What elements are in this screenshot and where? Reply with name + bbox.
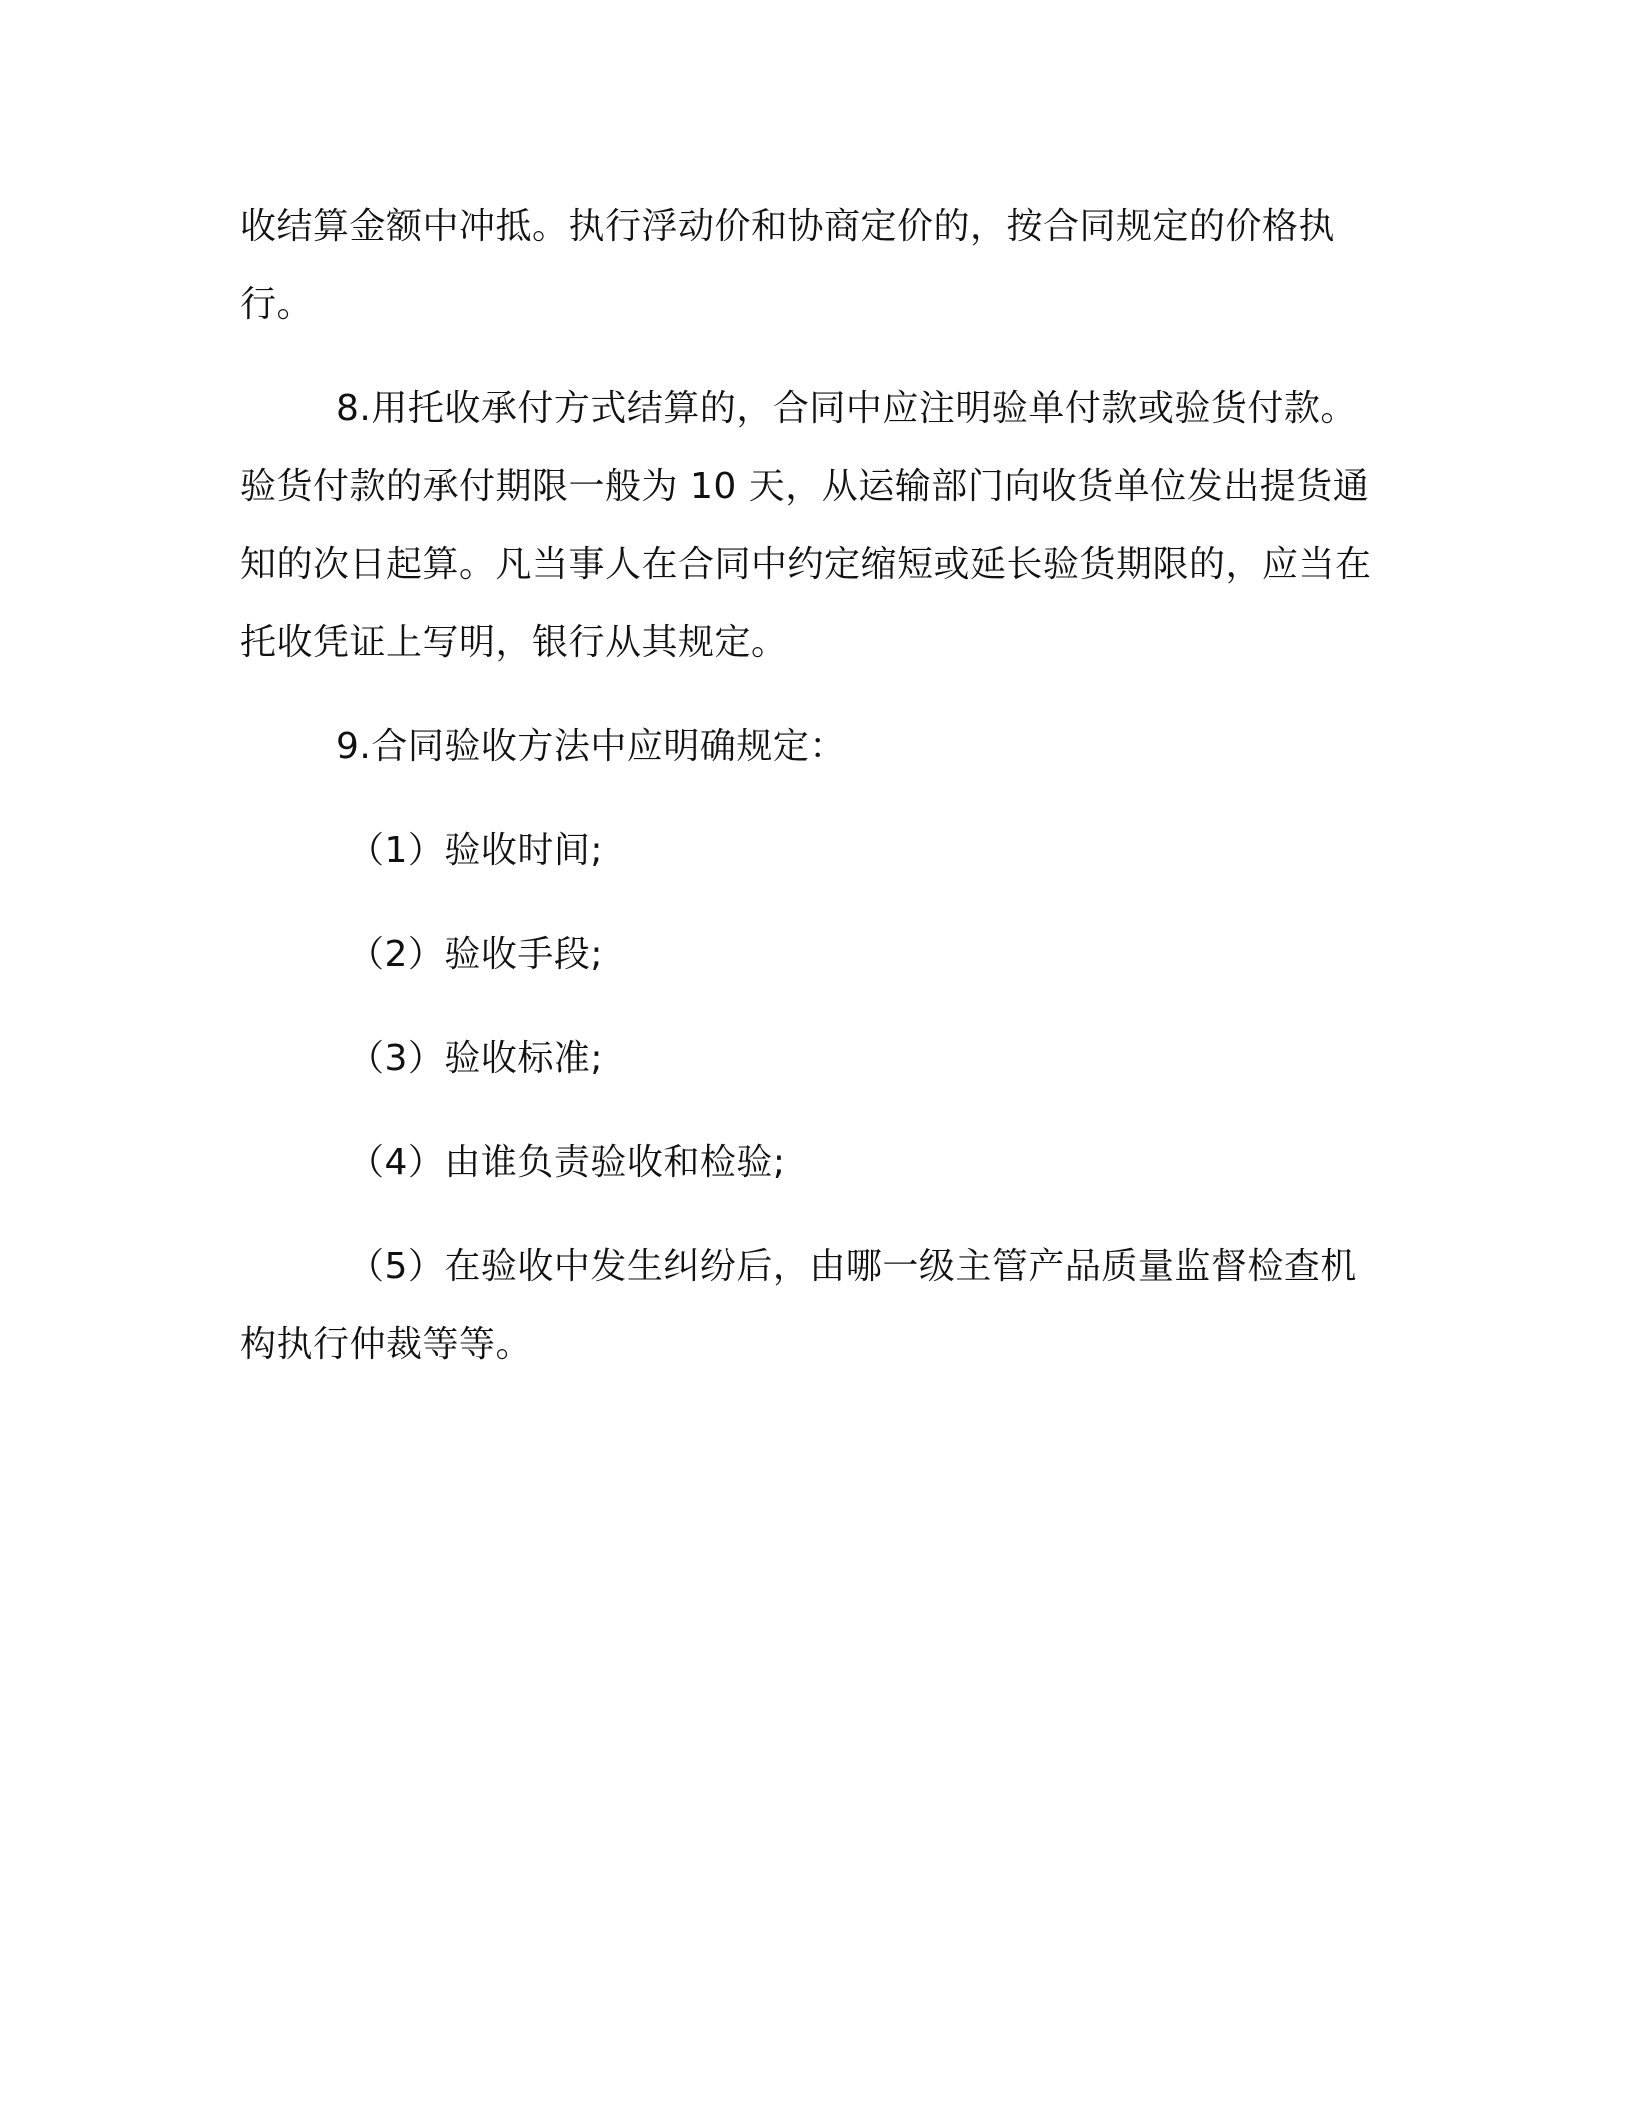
- paragraph-9: 9.合同验收方法中应明确规定：: [336, 726, 846, 767]
- paragraph-continued: 收结算金额中冲抵。执行浮动价和协商定价的，按合同规定的价格执行。: [240, 206, 1336, 325]
- paragraph-8: 8.用托收承付方式结算的，合同中应注明验单付款或验货付款。验货付款的承付期限一般为 10 天，从运输部门向收货单位发出提货通知的次日起算。凡当事人在合同中约定缩短或延长验货期限的，应当在托收凭证上写明，银行从其规定。: [240, 388, 1372, 663]
- list-item-1: （1）验收时间;: [348, 830, 604, 871]
- list-item-3: （3）验收标准;: [348, 1038, 604, 1079]
- list-item-2: （2）验收手段;: [348, 934, 604, 975]
- list-item-4: （4）由谁负责验收和检验;: [348, 1142, 786, 1183]
- list-item-5: （5）在验收中发生纠纷后，由哪一级主管产品质量监督检查机构执行仲裁等等。: [240, 1246, 1357, 1365]
- document-body: [240, 188, 1390, 1410]
